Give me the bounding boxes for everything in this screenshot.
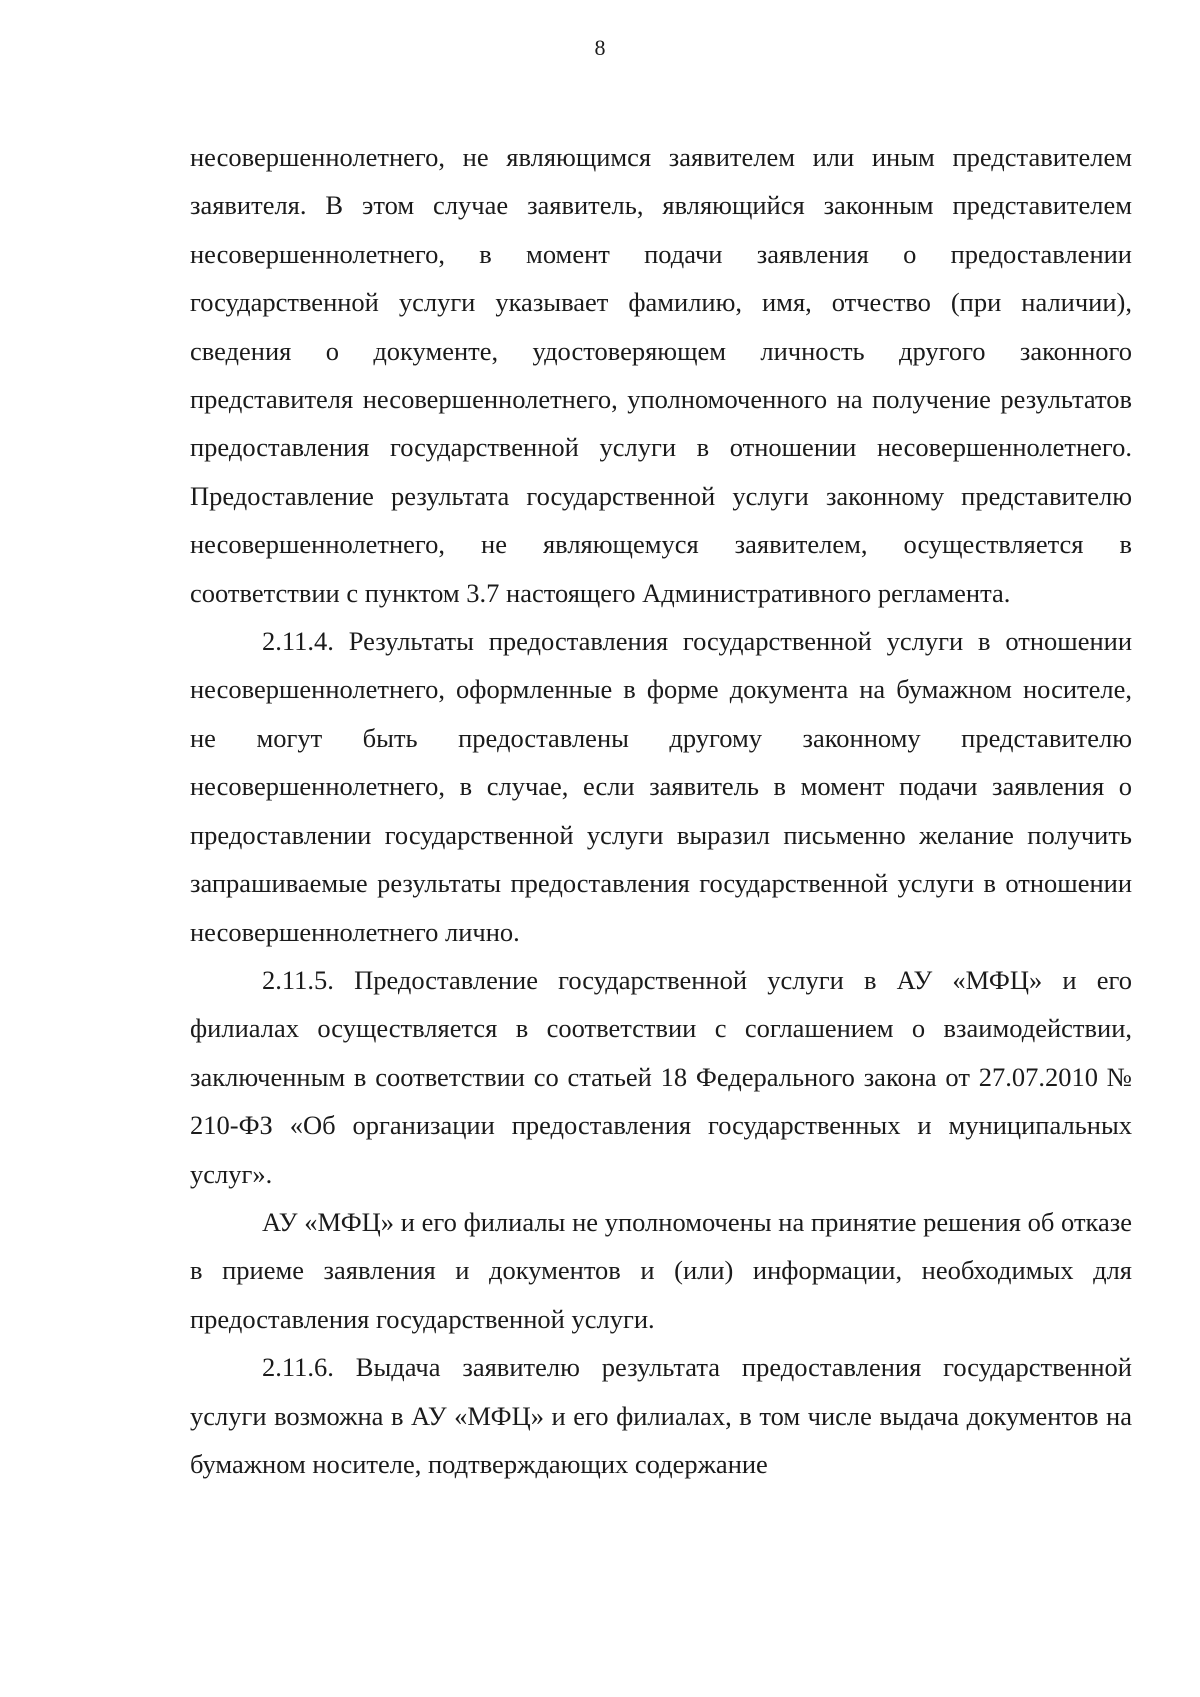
- paragraph-2-11-5: 2.11.5. Предоставление государственной услуги в АУ «МФЦ» и его филиалах осуществляется в соответствии с соглашением о взаимодействии, заключенным в соответствии со статьей 18 Федерального закона от 27.07.2010 № 210-ФЗ «Об организации предоставления государственных и муниципальных услуг».: [190, 964, 1132, 1189]
- page-number: 8: [594, 35, 606, 60]
- document-body: [190, 133, 1132, 1488]
- paragraph-2-11-4: 2.11.4. Результаты предоставления государственной услуги в отношении несовершеннолетнего, оформленные в форме документа на бумажном носителе, не могут быть предоставлены другому законному представителю несовершеннолетнего, в случае, если заявитель в момент подачи заявления о предоставлении государственной услуги выразил письменно желание получить запрашиваемые результаты предоставления государственной услуги в отношении несовершеннолетнего лично.: [190, 626, 1132, 947]
- paragraph-continuation: несовершеннолетнего, не являющимся заявителем или иным представителем заявителя. В этом случае заявитель, являющийся законным представителем несовершеннолетнего, в момент подачи заявления о предоставлении государственной услуги указывает фамилию, имя, отчество (при наличии), сведения о документе, удостоверяющем личность другого законного представителя несовершеннолетнего, уполномоченного на получение результатов предоставления государственной услуги в отношении несовершеннолетнего. Предоставление результата государственной услуги законному представителю несовершеннолетнего, не являющемуся заявителем, осуществляется в соответствии с пунктом 3.7 настоящего Административного регламента.: [190, 142, 1132, 608]
- paragraph-2-11-6: 2.11.6. Выдача заявителю результата предоставления государственной услуги возможна в АУ «МФЦ» и его филиалах, в том числе выдача документов на бумажном носителе, подтверждающих содержание: [190, 1352, 1132, 1479]
- paragraph-mfc-authority: АУ «МФЦ» и его филиалы не уполномочены на принятие решения об отказе в приеме заявления и документов и (или) информации, необходимых для предоставления государственной услуги.: [190, 1206, 1132, 1334]
